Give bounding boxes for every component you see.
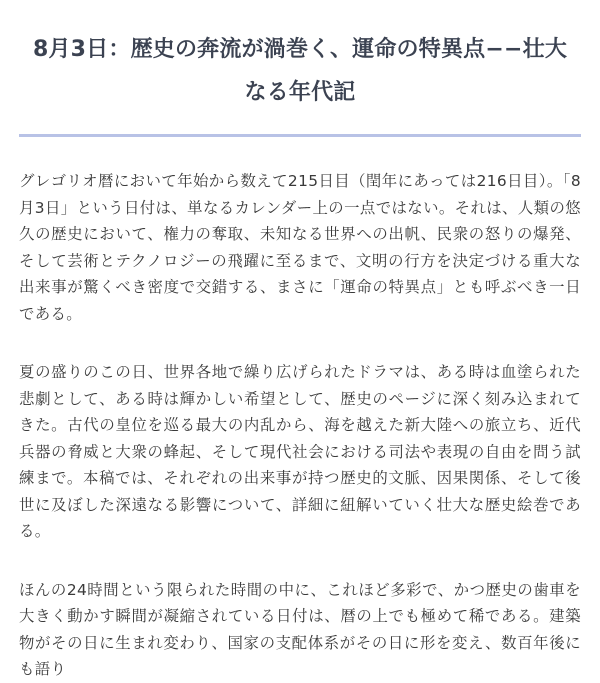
article-title-line-2: なる年代記 — [244, 80, 356, 105]
paragraph-intro: グレゴリオ暦において年始から数えて215日目（閏年にあっては216日目）。「8月3日」という日付は、単なるカレンダー上の一点ではない。それは、人類の悠久の歴史において、権力の奪取、未知なる世界への出帆、民衆の怒りの爆発、そして芸術とテクノロジーの飛躍に至るまで、文明の行方を決定づける重大な出来事が驚くべき密度で交錯する、まさに「運命の特異点」とも呼ぶべき一日である。 — [19, 172, 581, 323]
paragraph-24-hours: ほんの24時間という限られた時間の中に、これほど多彩で、かつ歴史の歯車を大きく動かす瞬間が凝縮されている日付は、暦の上でも極めて稀である。建築物がその日に生まれ変わり、国家の支配体系がその日に形を変え、数百年後にも語り — [19, 580, 581, 678]
article-page — [0, 28, 600, 678]
article-title-line-1: 8月3日：歴史の奔流が渦巻く、運命の特異点−−壮大 — [32, 37, 568, 62]
article-title — [19, 28, 581, 114]
title-divider — [19, 134, 581, 137]
paragraph-summer-drama: 夏の盛りのこの日、世界各地で繰り広げられたドラマは、ある時は血塗られた悲劇として、ある時は輝かしい希望として、歴史のページに深く刻み込まれてきた。古代の皇位を巡る最大の内乱から、海を越えた新大陸への旅立ち、近代兵器の脅威と大衆の蜂起、そして現代社会における司法や表現の自由を問う試練まで。本稿では、それぞれの出来事が持つ歴史的文脈、因果関係、そして後世に及ぼした深遠なる影響について、詳細に紐解いていく壮大な歴史絵巻である。 — [19, 363, 581, 540]
